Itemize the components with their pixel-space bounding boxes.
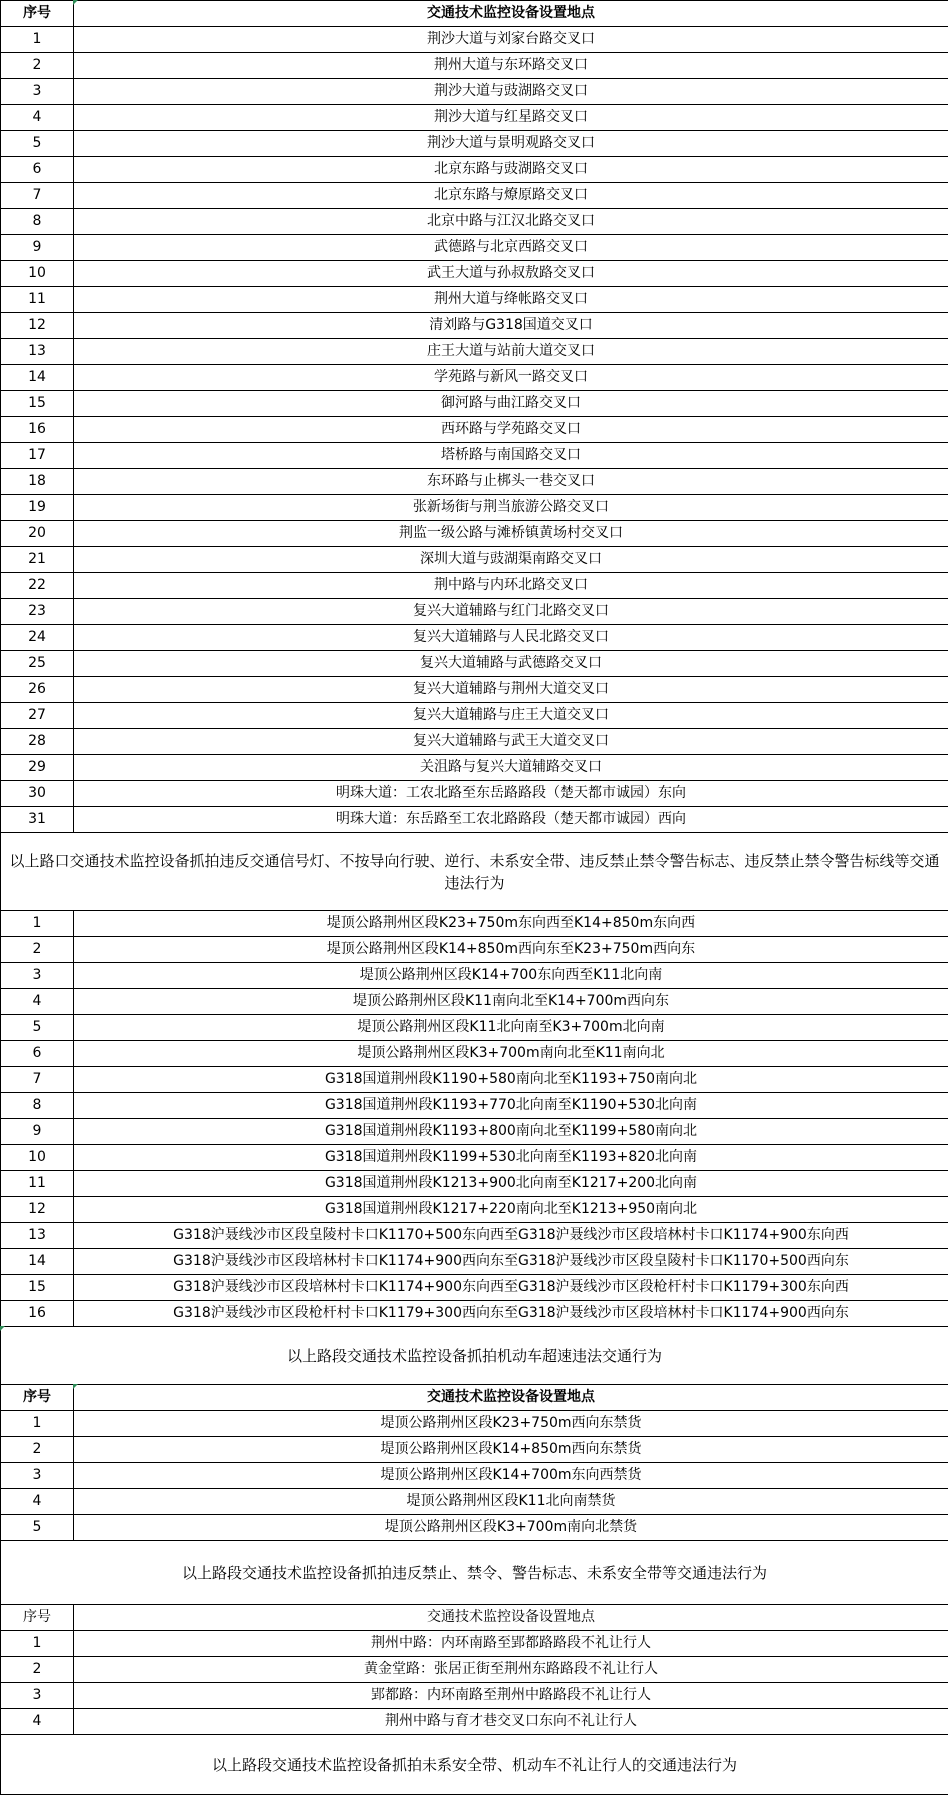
table-row — [1, 625, 948, 651]
seq-cell: 3 — [1, 963, 74, 989]
table-row — [1, 391, 948, 417]
location-cell: 武王大道与孙叔敖路交叉口 — [74, 261, 948, 287]
location-cell: G318国道荆州段K1193+770北向南至K1190+530北向南 — [74, 1093, 948, 1119]
seq-cell: 4 — [1, 105, 74, 131]
table-row — [1, 131, 948, 157]
table-row — [1, 157, 948, 183]
seq-cell: 8 — [1, 209, 74, 235]
seq-cell: 1 — [1, 911, 74, 937]
table-row — [1, 27, 948, 53]
location-cell: 荆沙大道与刘家台路交叉口 — [74, 27, 948, 53]
table-row — [1, 53, 948, 79]
seq-cell: 10 — [1, 261, 74, 287]
header-row-2 — [1, 1385, 948, 1411]
table-row — [1, 963, 948, 989]
location-cell: 武德路与北京西路交叉口 — [74, 235, 948, 261]
seq-cell: 4 — [1, 1489, 74, 1515]
table-row — [1, 1683, 948, 1709]
seq-cell: 14 — [1, 365, 74, 391]
location-cell: 复兴大道辅路与人民北路交叉口 — [74, 625, 948, 651]
seq-cell: 11 — [1, 287, 74, 313]
table-row — [1, 781, 948, 807]
location-cell: 堤顶公路荆州区段K23+750m东向西至K14+850m东向西 — [74, 911, 948, 937]
location-cell: 堤顶公路荆州区段K11北向南至K3+700m北向南 — [74, 1015, 948, 1041]
seq-cell: 1 — [1, 27, 74, 53]
location-cell: 东环路与止梆头一巷交叉口 — [74, 469, 948, 495]
header-seq: 序号 — [1, 1385, 74, 1411]
seq-cell: 4 — [1, 1709, 74, 1735]
location-cell: 荆州大道与绛帐路交叉口 — [74, 287, 948, 313]
table-row — [1, 1631, 948, 1657]
header-seq: 序号 — [1, 1, 74, 27]
section-note: 以上路段交通技术监控设备抓拍未系安全带、机动车不礼让行人的交通违法行为 — [1, 1735, 948, 1795]
location-cell: 西环路与学苑路交叉口 — [74, 417, 948, 443]
location-cell: 复兴大道辅路与庄王大道交叉口 — [74, 703, 948, 729]
seq-cell: 5 — [1, 1515, 74, 1541]
table-row — [1, 443, 948, 469]
table-row — [1, 1093, 948, 1119]
table-row — [1, 755, 948, 781]
table-row — [1, 599, 948, 625]
table-row — [1, 1275, 948, 1301]
location-cell: 荆沙大道与红星路交叉口 — [74, 105, 948, 131]
seq-cell: 9 — [1, 235, 74, 261]
seq-cell: 31 — [1, 807, 74, 833]
seq-cell: 5 — [1, 1015, 74, 1041]
table-row — [1, 235, 948, 261]
seq-cell: 26 — [1, 677, 74, 703]
location-cell: 塔桥路与南国路交叉口 — [74, 443, 948, 469]
location-cell: 荆沙大道与豉湖路交叉口 — [74, 79, 948, 105]
location-cell: 荆沙大道与景明观路交叉口 — [74, 131, 948, 157]
table-row — [1, 1145, 948, 1171]
table-row — [1, 807, 948, 833]
location-cell: G318沪聂线沙市区段培林村卡口K1174+900西向东至G318沪聂线沙市区段皇陵村卡口K1170+500西向东 — [74, 1249, 948, 1275]
section-note: 以上路段交通技术监控设备抓拍机动车超速违法交通行为 — [1, 1327, 948, 1385]
header-location: 交通技术监控设备设置地点 — [74, 1385, 948, 1411]
cell-comment-marker-icon — [73, 1384, 78, 1389]
seq-cell: 12 — [1, 313, 74, 339]
location-cell: 堤顶公路荆州区段K3+700m南向北至K11南向北 — [74, 1041, 948, 1067]
location-cell: G318沪聂线沙市区段皇陵村卡口K1170+500东向西至G318沪聂线沙市区段培林村卡口K1174+900东向西 — [74, 1223, 948, 1249]
location-cell: 清刘路与G318国道交叉口 — [74, 313, 948, 339]
section-note-row — [1, 1541, 948, 1605]
seq-cell: 24 — [1, 625, 74, 651]
seq-cell: 9 — [1, 1119, 74, 1145]
seq-cell: 7 — [1, 183, 74, 209]
table-row — [1, 209, 948, 235]
seq-cell: 28 — [1, 729, 74, 755]
header-row-3 — [1, 1605, 948, 1631]
location-cell: 堤顶公路荆州区段K14+700m东向西禁货 — [74, 1463, 948, 1489]
location-cell: 荆州中路与育才巷交叉口东向不礼让行人 — [74, 1709, 948, 1735]
table-row — [1, 1301, 948, 1327]
table-row — [1, 729, 948, 755]
table-row — [1, 287, 948, 313]
table-body — [1, 1, 948, 1795]
table-row — [1, 703, 948, 729]
location-cell: 荆州大道与东环路交叉口 — [74, 53, 948, 79]
cell-comment-marker-icon — [73, 0, 78, 5]
location-cell: 复兴大道辅路与红门北路交叉口 — [74, 599, 948, 625]
location-cell: 荆中路与内环北路交叉口 — [74, 573, 948, 599]
table-row — [1, 105, 948, 131]
seq-cell: 10 — [1, 1145, 74, 1171]
table-row — [1, 469, 948, 495]
location-cell: G318沪聂线沙市区段枪杆村卡口K1179+300西向东至G318沪聂线沙市区段培林村卡口K1174+900西向东 — [74, 1301, 948, 1327]
table-row — [1, 651, 948, 677]
location-cell: G318沪聂线沙市区段培林村卡口K1174+900东向西至G318沪聂线沙市区段枪杆村卡口K1179+300东向西 — [74, 1275, 948, 1301]
seq-cell: 11 — [1, 1171, 74, 1197]
table-row — [1, 1041, 948, 1067]
table-row — [1, 547, 948, 573]
seq-cell: 1 — [1, 1631, 74, 1657]
table-row — [1, 1171, 948, 1197]
table-row — [1, 495, 948, 521]
seq-cell: 6 — [1, 1041, 74, 1067]
table-row — [1, 911, 948, 937]
seq-cell: 8 — [1, 1093, 74, 1119]
header-location: 交通技术监控设备设置地点 — [74, 1605, 948, 1631]
table-row — [1, 1015, 948, 1041]
location-cell: 堤顶公路荆州区段K11南向北至K14+700m西向东 — [74, 989, 948, 1015]
location-cell: 北京中路与江汉北路交叉口 — [74, 209, 948, 235]
seq-cell: 20 — [1, 521, 74, 547]
table-row — [1, 261, 948, 287]
seq-cell: 22 — [1, 573, 74, 599]
seq-cell: 4 — [1, 989, 74, 1015]
section-note-row — [1, 1327, 948, 1385]
header-row-1 — [1, 1, 948, 27]
seq-cell: 17 — [1, 443, 74, 469]
seq-cell: 3 — [1, 79, 74, 105]
location-cell: 堤顶公路荆州区段K23+750m西向东禁货 — [74, 1411, 948, 1437]
seq-cell: 25 — [1, 651, 74, 677]
seq-cell: 5 — [1, 131, 74, 157]
location-cell: 复兴大道辅路与武王大道交叉口 — [74, 729, 948, 755]
table-row — [1, 1489, 948, 1515]
table-row — [1, 1249, 948, 1275]
seq-cell: 2 — [1, 937, 74, 963]
location-cell: G318国道荆州段K1199+530北向南至K1193+820北向南 — [74, 1145, 948, 1171]
table-row — [1, 417, 948, 443]
seq-cell: 2 — [1, 53, 74, 79]
seq-cell: 30 — [1, 781, 74, 807]
location-cell: 关沮路与复兴大道辅路交叉口 — [74, 755, 948, 781]
section-note: 以上路段交通技术监控设备抓拍违反禁止、禁令、警告标志、未系安全带等交通违法行为 — [1, 1541, 948, 1605]
location-cell: G318国道荆州段K1193+800南向北至K1199+580南向北 — [74, 1119, 948, 1145]
seq-cell: 18 — [1, 469, 74, 495]
location-cell: 堤顶公路荆州区段K14+700东向西至K11北向南 — [74, 963, 948, 989]
seq-cell: 15 — [1, 1275, 74, 1301]
location-cell: 堤顶公路荆州区段K14+850m西向东禁货 — [74, 1437, 948, 1463]
seq-cell: 23 — [1, 599, 74, 625]
location-cell: 北京东路与豉湖路交叉口 — [74, 157, 948, 183]
seq-cell: 7 — [1, 1067, 74, 1093]
seq-cell: 16 — [1, 1301, 74, 1327]
table-row — [1, 1463, 948, 1489]
location-cell: 堤顶公路荆州区段K3+700m南向北禁货 — [74, 1515, 948, 1541]
seq-cell: 2 — [1, 1657, 74, 1683]
table-row — [1, 313, 948, 339]
cell-comment-marker-icon — [0, 1326, 5, 1331]
seq-cell: 13 — [1, 1223, 74, 1249]
location-cell: 郢都路：内环南路至荆州中路路段不礼让行人 — [74, 1683, 948, 1709]
table-row — [1, 573, 948, 599]
table-row — [1, 1119, 948, 1145]
location-cell: 北京东路与燎原路交叉口 — [74, 183, 948, 209]
table-row — [1, 1437, 948, 1463]
seq-cell: 15 — [1, 391, 74, 417]
seq-cell: 3 — [1, 1463, 74, 1489]
seq-cell: 21 — [1, 547, 74, 573]
location-cell: 学苑路与新风一路交叉口 — [74, 365, 948, 391]
table-row — [1, 1657, 948, 1683]
table-row — [1, 1709, 948, 1735]
location-cell: 复兴大道辅路与荆州大道交叉口 — [74, 677, 948, 703]
table-row — [1, 79, 948, 105]
location-cell: 荆监一级公路与滩桥镇黄场村交叉口 — [74, 521, 948, 547]
table-row — [1, 1067, 948, 1093]
table-row — [1, 1197, 948, 1223]
seq-cell: 14 — [1, 1249, 74, 1275]
seq-cell: 13 — [1, 339, 74, 365]
seq-cell: 12 — [1, 1197, 74, 1223]
section-note-row — [1, 1735, 948, 1795]
location-cell: 复兴大道辅路与武德路交叉口 — [74, 651, 948, 677]
seq-cell: 16 — [1, 417, 74, 443]
table-row — [1, 937, 948, 963]
location-cell: 黄金堂路：张居正街至荆州东路路段不礼让行人 — [74, 1657, 948, 1683]
location-cell: G318国道荆州段K1190+580南向北至K1193+750南向北 — [74, 1067, 948, 1093]
location-cell: 深圳大道与豉湖渠南路交叉口 — [74, 547, 948, 573]
location-cell: 御河路与曲江路交叉口 — [74, 391, 948, 417]
seq-cell: 2 — [1, 1437, 74, 1463]
location-cell: 庄王大道与站前大道交叉口 — [74, 339, 948, 365]
header-location: 交通技术监控设备设置地点 — [74, 1, 948, 27]
location-cell: 张新场街与荆当旅游公路交叉口 — [74, 495, 948, 521]
table-row — [1, 365, 948, 391]
section-note-row — [1, 833, 948, 911]
table-row — [1, 1515, 948, 1541]
location-cell: 荆州中路：内环南路至郢都路路段不礼让行人 — [74, 1631, 948, 1657]
header-seq: 序号 — [1, 1605, 74, 1631]
seq-cell: 29 — [1, 755, 74, 781]
seq-cell: 27 — [1, 703, 74, 729]
table-row — [1, 677, 948, 703]
table-row — [1, 521, 948, 547]
seq-cell: 19 — [1, 495, 74, 521]
location-cell: G318国道荆州段K1213+900北向南至K1217+200北向南 — [74, 1171, 948, 1197]
table-row — [1, 989, 948, 1015]
seq-cell: 1 — [1, 1411, 74, 1437]
seq-cell: 6 — [1, 157, 74, 183]
location-cell: 明珠大道：工农北路至东岳路路段（楚天都市诚园）东向 — [74, 781, 948, 807]
table-row — [1, 1411, 948, 1437]
section-note: 以上路口交通技术监控设备抓拍违反交通信号灯、不按导向行驶、逆行、未系安全带、违反禁止禁令警告标志、违反禁止禁令警告标线等交通违法行为 — [1, 833, 948, 911]
table-row — [1, 339, 948, 365]
location-cell: G318国道荆州段K1217+220南向北至K1213+950南向北 — [74, 1197, 948, 1223]
location-cell: 堤顶公路荆州区段K14+850m西向东至K23+750m西向东 — [74, 937, 948, 963]
table-row — [1, 183, 948, 209]
location-cell: 明珠大道：东岳路至工农北路路段（楚天都市诚园）西向 — [74, 807, 948, 833]
seq-cell: 3 — [1, 1683, 74, 1709]
table-row — [1, 1223, 948, 1249]
location-cell: 堤顶公路荆州区段K11北向南禁货 — [74, 1489, 948, 1515]
